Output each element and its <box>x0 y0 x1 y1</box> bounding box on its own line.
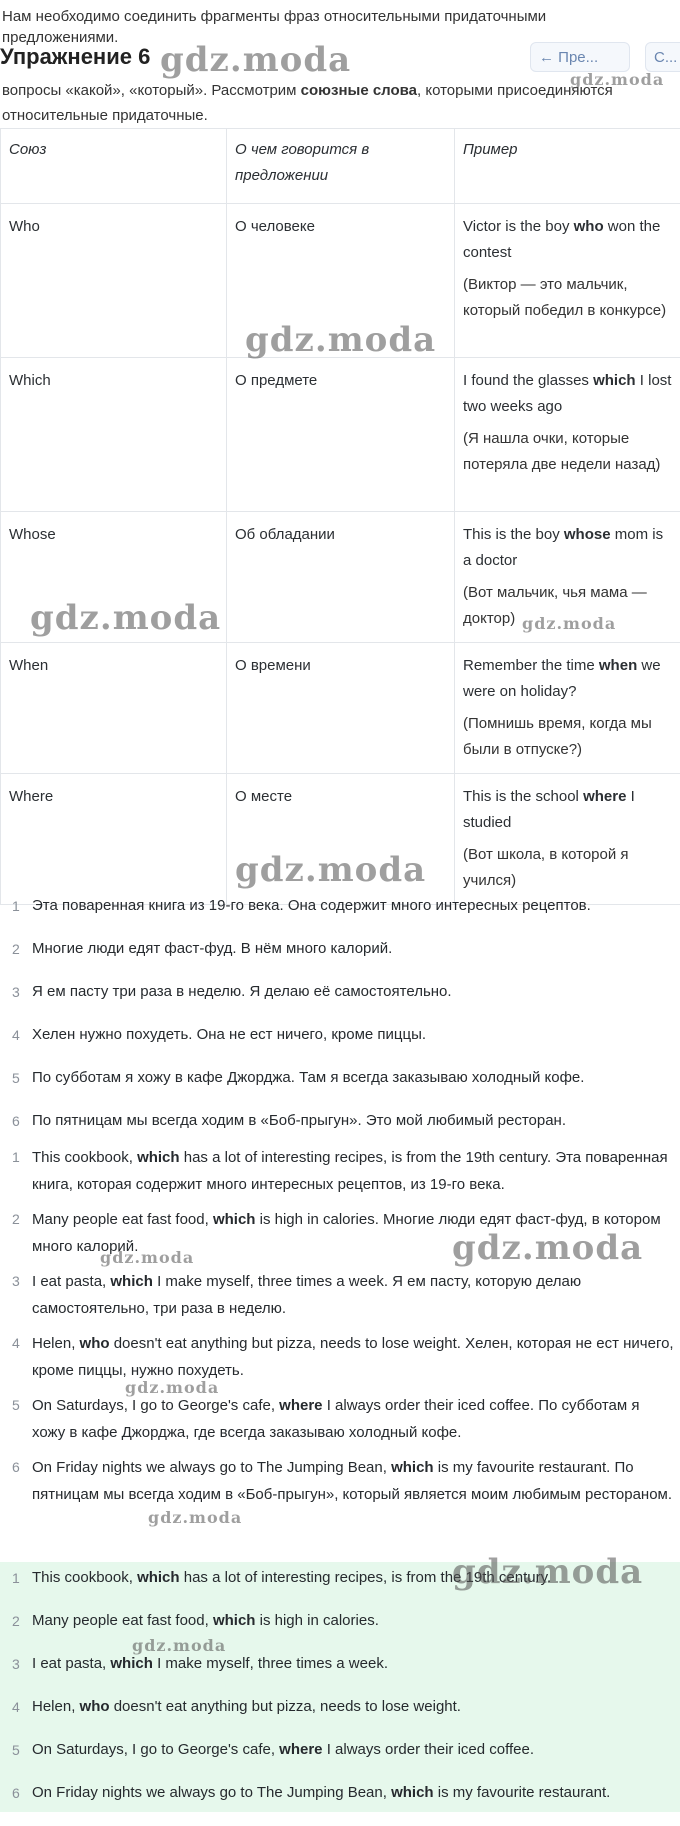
final-answer-block <box>0 1562 680 1812</box>
watermark: gdz.moda <box>522 614 616 633</box>
list-item: 2 Many people eat fast food, which is high in calories. <box>0 1611 680 1654</box>
about-cell: О месте <box>227 774 455 905</box>
example-cell: I found the glasses which I lost two weeks ago (Я нашла очки, которые потеряла две недели назад) <box>455 358 680 512</box>
list-item: 6 On Friday nights we always go to The Jumping Bean, which is my favourite restaurant. <box>0 1783 680 1826</box>
conjunction-cell: Which <box>1 358 227 512</box>
list-item: 4 Helen, who doesn't eat anything but pizza, needs to lose weight. <box>0 1697 680 1740</box>
about-cell: Об обладании <box>227 512 455 643</box>
watermark: gdz.moda <box>30 598 221 638</box>
intro-text: Нам необходимо соединить фрагменты фраз относительными придаточными предложениями. <box>2 6 642 48</box>
conjunction-cell: Whose <box>1 512 227 643</box>
arrow-left-icon: ← <box>539 49 554 66</box>
list-item: 3 Я ем пасту три раза в неделю. Я делаю её самостоятельно. <box>0 982 680 1025</box>
watermark: gdz.moda <box>100 1248 194 1267</box>
col-header-conjunction: Союз <box>1 129 227 204</box>
example-cell: Victor is the boy who won the contest (Виктор — это мальчик, который победил в конкурсе) <box>455 204 680 358</box>
list-item: 1 This cookbook, which has a lot of interesting recipes, is from the 19th century. Эта поваренная книга, которая содержит много интересных рецептов, из 19-го века. <box>0 1144 680 1198</box>
list-item: 2 Многие люди едят фаст-фуд. В нём много калорий. <box>0 939 680 982</box>
task-list <box>0 896 680 1154</box>
prev-button[interactable] <box>530 42 630 72</box>
list-item: 3 I eat pasta, which I make myself, three times a week. <box>0 1654 680 1697</box>
about-cell: О времени <box>227 643 455 774</box>
about-cell: О предмете <box>227 358 455 512</box>
list-item: 2 Many people eat fast food, which is high in calories. Многие люди едят фаст-фуд, в котором много калорий. <box>0 1206 680 1260</box>
list-item: 1 Эта поваренная книга из 19-го века. Она содержит много интересных рецептов. <box>0 896 680 939</box>
col-header-example: Пример <box>455 129 680 204</box>
list-item: 1 This cookbook, which has a lot of interesting recipes, is from the 19th century. <box>0 1568 680 1611</box>
conjunction-cell: Who <box>1 204 227 358</box>
table-row <box>1 643 680 774</box>
list-item: 3 I eat pasta, which I make myself, three times a week. Я ем пасту, которую делаю самостоятельно, три раза в неделю. <box>0 1268 680 1322</box>
watermark: gdz.moda <box>148 1508 242 1527</box>
conjunction-cell: When <box>1 643 227 774</box>
conjunction-cell: Where <box>1 774 227 905</box>
list-item: 4 Хелен нужно похудеть. Она не ест ничего, кроме пиццы. <box>0 1025 680 1068</box>
prev-button-label: Пре... <box>558 49 598 66</box>
table-header-row <box>1 129 680 204</box>
final-list <box>0 1568 680 1826</box>
watermark: gdz.moda <box>452 1228 643 1268</box>
watermark: gdz.moda <box>132 1636 226 1655</box>
about-cell: О человеке <box>227 204 455 358</box>
watermark: gdz.moda <box>570 70 664 89</box>
next-button[interactable] <box>645 42 680 72</box>
example-cell: Remember the time when we were on holiday? (Помнишь время, когда мы были в отпуске?) <box>455 643 680 774</box>
table-row <box>1 358 680 512</box>
watermark: gdz.moda <box>452 1552 643 1592</box>
list-item: 6 On Friday nights we always go to The Jumping Bean, which is my favourite restaurant. По пятницам мы всегда ходим в «Боб-прыгун», который является моим любимым рестораном. <box>0 1454 680 1508</box>
watermark: gdz.moda <box>160 40 351 80</box>
list-item: 6 По пятницам мы всегда ходим в «Боб-прыгун». Это мой любимый ресторан. <box>0 1111 680 1154</box>
conjunction-table <box>0 128 680 905</box>
page-title: Упражнение 6 <box>0 44 150 70</box>
list-item: 5 On Saturdays, I go to George's cafe, where I always order their iced coffee. <box>0 1740 680 1783</box>
col-header-about: О чем говорится в предложении <box>227 129 455 204</box>
list-item: 5 On Saturdays, I go to George's cafe, where I always order their iced coffee. По субботам я хожу в кафе Джорджа, где всегда заказываю холодный кофе. <box>0 1392 680 1446</box>
example-cell: This is the boy whose mom is a doctor (Вот мальчик, чья мама — доктор) <box>455 512 680 643</box>
watermark: gdz.moda <box>245 320 436 360</box>
next-button-label: С... <box>654 49 677 66</box>
intro-bottom-text: вопросы «какой», «который». Рассмотрим союзные слова, которыми присоединяются относительные придаточные. <box>2 78 672 128</box>
intro-bold-term: союзные слова <box>301 82 417 99</box>
list-item: 4 Helen, who doesn't eat anything but pizza, needs to lose weight. Хелен, которая не ест ничего, кроме пиццы, нужно похудеть. <box>0 1330 680 1384</box>
list-item: 5 По субботам я хожу в кафе Джорджа. Там я всегда заказываю холодный кофе. <box>0 1068 680 1111</box>
watermark: gdz.moda <box>125 1378 219 1397</box>
watermark: gdz.moda <box>235 850 426 890</box>
example-cell: This is the school where I studied (Вот школа, в которой я учился) <box>455 774 680 905</box>
answer-list <box>0 1144 680 1516</box>
